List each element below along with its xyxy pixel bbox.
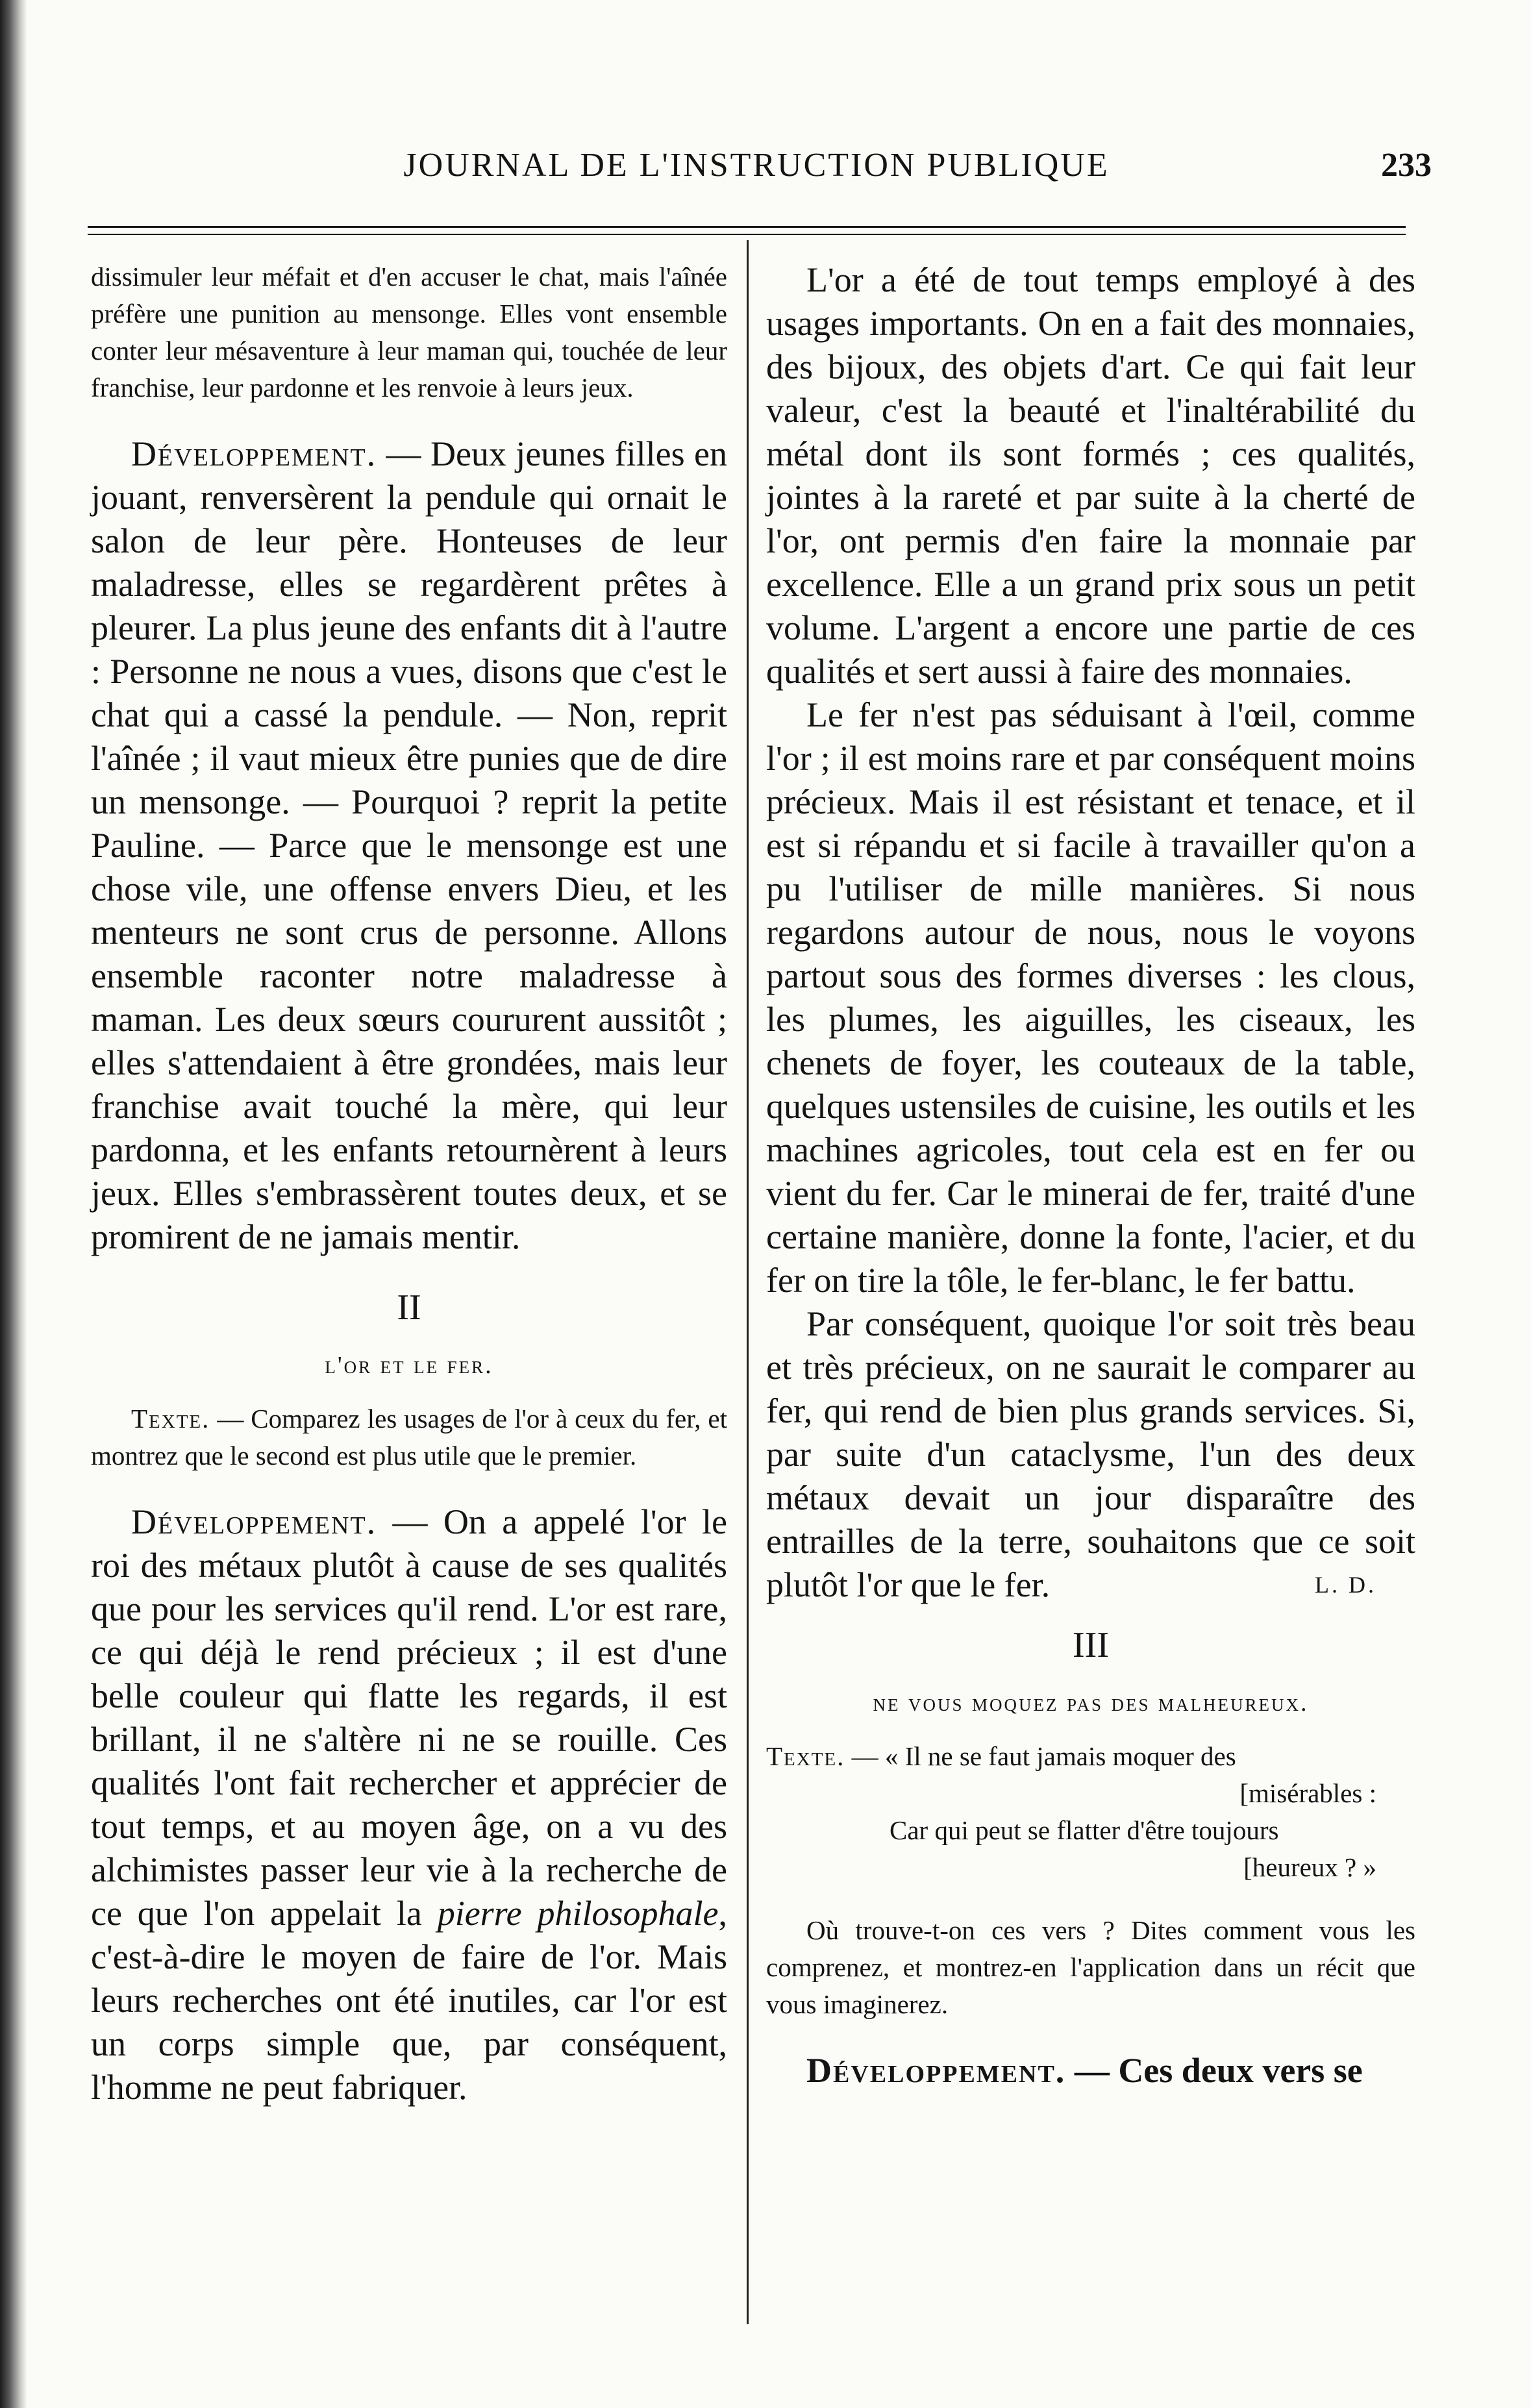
development-2 bbox=[91, 1500, 727, 2109]
section-numeral-3: III bbox=[1073, 1625, 1109, 1665]
section-title-2: l'or et le fer. bbox=[325, 1352, 493, 1379]
verse-line-2-continuation: [heureux ? » bbox=[1243, 1852, 1376, 1882]
development-3-text: — Ces deux vers se bbox=[1065, 2051, 1363, 2090]
section-title-3: ne vous moquez pas des malheureux. bbox=[873, 1689, 1309, 1717]
texte-2 bbox=[91, 1400, 727, 1474]
left-column bbox=[91, 258, 727, 2109]
verse-line-1-continuation: [misérables : bbox=[1239, 1778, 1376, 1808]
development-3 bbox=[766, 2049, 1415, 2092]
exercise-question: Où trouve-t-on ces vers ? Dites comment vous les comprenez, et montrez-en l'application dans un récit que vous imaginerez. bbox=[766, 1915, 1415, 2019]
conclusion-text: Par conséquent, quoique l'or soit très beau et très précieux, on ne saurait le comparer au fer, qui rend de bien plus grands services. Si, par suite d'un cataclysme, l'un des deux métaux devait un jour disparaître des entrailles de la terre, souhaitons que ce soit plutôt l'or que le fer. bbox=[766, 1304, 1415, 1604]
running-title: JOURNAL DE L'INSTRUCTION PUBLIQUE bbox=[403, 147, 1110, 184]
header-rule-secondary bbox=[88, 234, 1406, 235]
development-2-text-a: — On a appelé l'or le roi des métaux plutôt à cause de ses qualités que pour les services qu'il rend. L'or est rare, ce qui déjà le rend précieux ; il est d'une belle couleur qui flatte les regards, il est brillant, il ne s'altère ni ne se rouille. Ces qualités l'ont fait rechercher et apprécier de tout temps, et au moyen âge, on a vu des alchimistes passer leur vie à la recherche de ce que l'on appelait la bbox=[91, 1502, 727, 1933]
texte-label: Texte. bbox=[131, 1404, 210, 1434]
verse-line-2: Car qui peut se flatter d'être toujours bbox=[890, 1815, 1279, 1845]
development-2-text-b: , c'est-à-dire le moyen de faire de l'or. Mais leurs recherches ont été inutiles, car l'or est un corps simple que, par conséquent, l'homme ne peut fabriquer. bbox=[91, 1894, 727, 2107]
development-label: Développement. bbox=[806, 2051, 1066, 2090]
verse-quote bbox=[766, 1738, 1415, 1886]
texte-label: Texte. bbox=[766, 1741, 845, 1771]
development-1 bbox=[91, 432, 727, 1259]
author-signature: L. D. bbox=[1315, 1572, 1376, 1598]
gold-paragraph: L'or a été de tout temps employé à des usages importants. On en a fait des monnaies, des bijoux, des objets d'art. Ce qui fait leur valeur, c'est la beauté et l'inaltérabilité du métal dont ils sont formés ; ces qualités, jointes à la rareté et par suite à la cherté de l'or, ont permis d'en faire la monnaie par excellence. Elle a un grand prix sous un petit volume. L'argent a encore une partie de ces qualités et sert aussi à faire des monnaies. bbox=[766, 260, 1415, 691]
development-label: Développement. bbox=[131, 434, 377, 473]
right-column bbox=[766, 258, 1415, 2092]
binding-shadow bbox=[0, 0, 27, 2408]
pierre-philosophale: pierre philosophale bbox=[437, 1894, 719, 1933]
page-number: 233 bbox=[1381, 147, 1432, 184]
header-rule bbox=[88, 226, 1406, 228]
development-1-text: — Deux jeunes filles en jouant, renversèrent la pendule qui ornait le salon de leur père. Honteuses de leur maladresse, elles se regardèrent prêtes à pleurer. La plus jeune des enfants dit à l'autre : Personne ne nous a vues, disons que c'est le chat qui a cassé la pendule. — Non, reprit l'aînée ; il vaut mieux être punies que de dire un mensonge. — Pourquoi ? reprit la petite Pauline. — Parce que le mensonge est une chose vile, une offense envers Dieu, et les menteurs ne sont crus de personne. Allons ensemble raconter notre maladresse à maman. Les deux sœurs coururent aussitôt ; elles s'attendaient à être grondées, mais leur franchise avait touché la mère, qui leur pardonna, et les enfants retournèrent à leurs jeux. Elles s'embrassèrent toutes deux, et se promirent de ne jamais mentir. bbox=[91, 434, 727, 1256]
iron-paragraph: Le fer n'est pas séduisant à l'œil, comme l'or ; il est moins rare et par conséquent moins précieux. Mais il est résistant et tenace, et il est si répandu et si facile à travailler qu'on a pu l'utiliser de mille manières. Si nous regardons autour de nous, nous le voyons partout sous des formes diverses : les clous, les plumes, les aiguilles, les ciseaux, les chenets de foyer, les couteaux de la table, quelques ustensiles de cuisine, les outils et les machines agricoles, tout cela est en fer ou vient du fer. Car le minerai de fer, traité d'une certaine manière, donne la fonte, l'acier, et du fer on tire la tôle, le fer-blanc, le fer battu. bbox=[766, 695, 1415, 1300]
column-divider bbox=[747, 240, 749, 2324]
story-summary: dissimuler leur méfait et d'en accuser le chat, mais l'aînée préfère une punition au mensonge. Elles vont ensemble conter leur mésaventure à leur maman qui, touchée de leur franchise, leur pardonne et les renvoie à leurs jeux. bbox=[91, 262, 727, 403]
section-numeral-2: II bbox=[397, 1287, 421, 1328]
texte-2-text: — Comparez les usages de l'or à ceux du fer, et montrez que le second est plus utile que le premier. bbox=[91, 1404, 727, 1471]
development-label: Développement. bbox=[131, 1502, 377, 1541]
verse-line-1: Texte. — « Il ne se faut jamais moquer des bbox=[766, 1741, 1236, 1771]
conclusion-paragraph bbox=[766, 1302, 1415, 1607]
